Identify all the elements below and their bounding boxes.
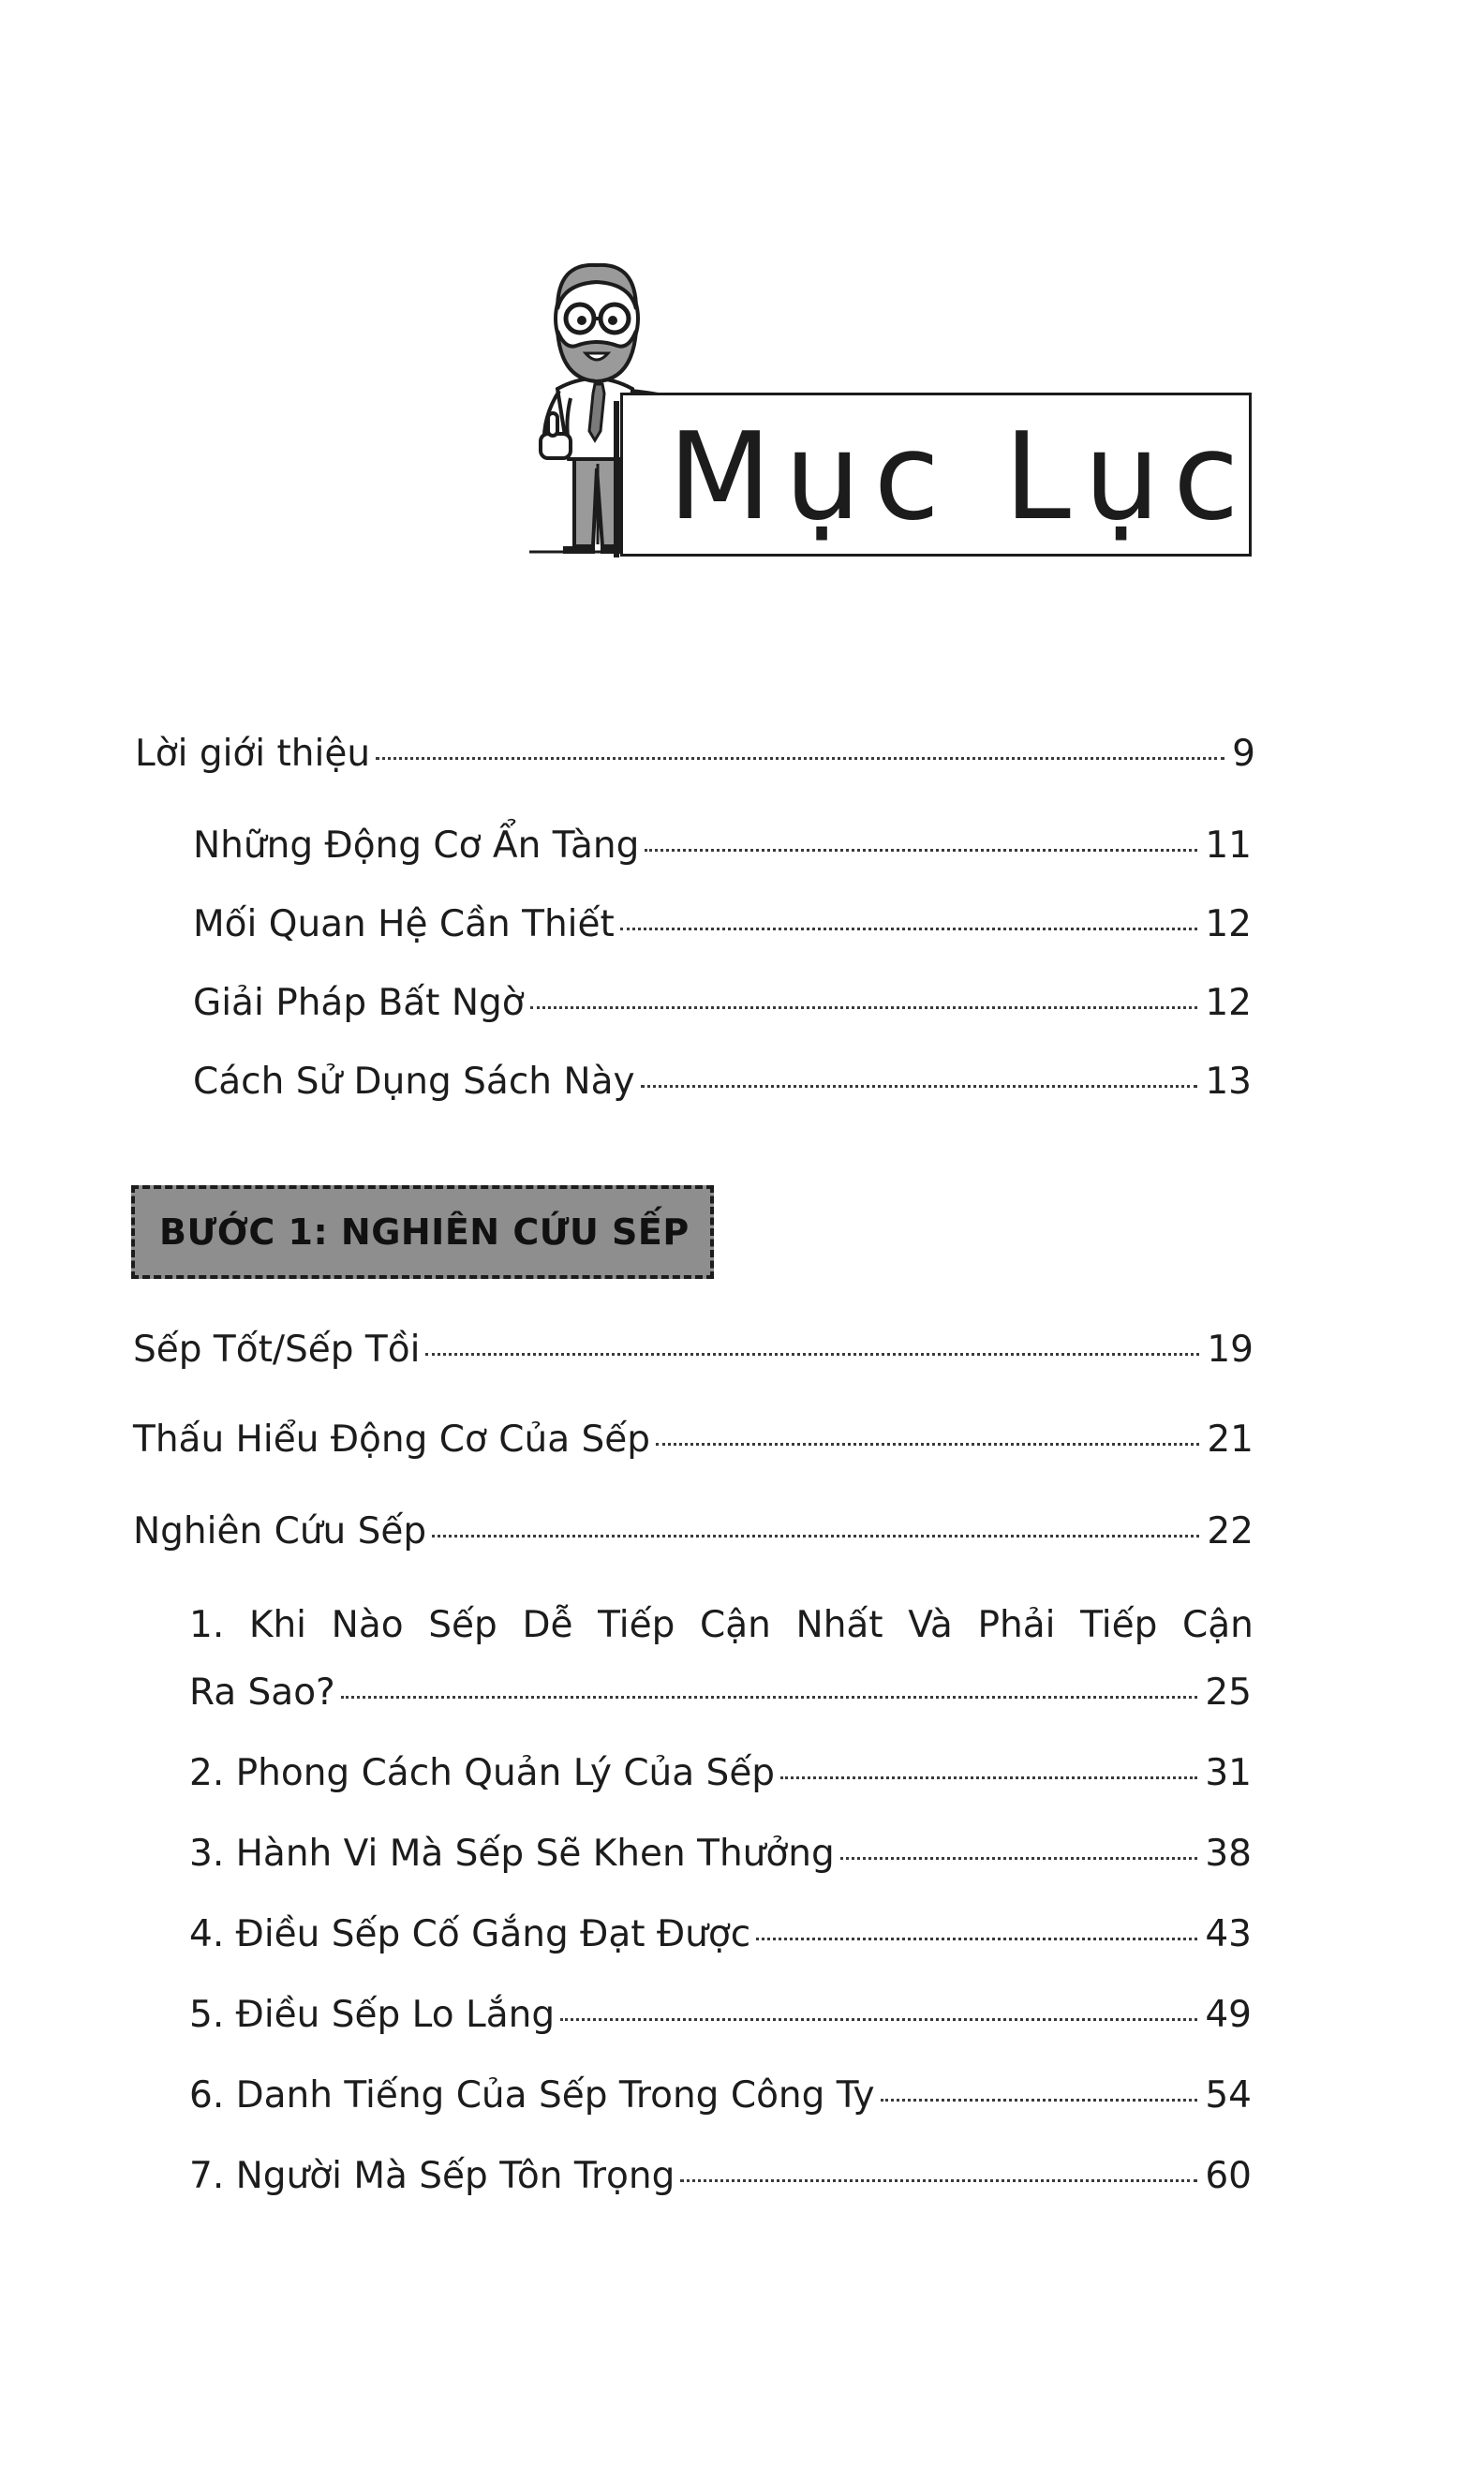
dot-leader: [881, 2099, 1198, 2102]
toc-page-number: 11: [1205, 825, 1252, 867]
dot-leader: [680, 2179, 1197, 2182]
toc-entry-label: Nghiên Cứu Sếp: [133, 1510, 427, 1552]
toc-entry-label: Ra Sao?: [189, 1671, 335, 1714]
toc-entry[interactable]: [133, 1510, 1254, 1554]
section-tag-step-1: [131, 1185, 714, 1279]
section-label: BƯỚC 1: NGHIÊN CỨU SẾP: [159, 1211, 690, 1253]
toc-page-number: 19: [1207, 1329, 1254, 1371]
word: Sếp: [428, 1604, 497, 1646]
dot-leader: [645, 849, 1197, 852]
toc-entry-label: Mối Quan Hệ Cần Thiết: [193, 903, 615, 945]
title-box: [620, 393, 1252, 557]
dot-leader: [376, 757, 1224, 760]
toc-page-number: 60: [1205, 2155, 1252, 2197]
toc-page-number: 43: [1205, 1913, 1252, 1955]
dot-leader: [756, 1938, 1197, 1940]
toc-page-number: 21: [1207, 1419, 1254, 1461]
toc-subentry[interactable]: [193, 903, 1252, 947]
dot-leader: [656, 1443, 1199, 1446]
toc-entry-intro[interactable]: [135, 733, 1255, 777]
toc-subentry[interactable]: [193, 1061, 1252, 1105]
toc-entry-label: Cách Sử Dụng Sách Này: [193, 1061, 635, 1103]
toc-entry-label: Giải Pháp Bất Ngờ: [193, 982, 525, 1024]
word: Tiếp: [1080, 1604, 1158, 1646]
toc-subentry-first-line[interactable]: [189, 1604, 1254, 1648]
toc-entry-label: 5. Điều Sếp Lo Lắng: [189, 1994, 556, 2036]
page-title: Mục Lục: [668, 408, 1253, 547]
toc-entry-label: Những Động Cơ Ẩn Tàng: [193, 825, 640, 867]
word: Phải: [977, 1604, 1056, 1646]
toc-subentry[interactable]: [189, 1913, 1252, 1957]
dot-leader: [432, 1535, 1199, 1538]
toc-page-number: 22: [1207, 1510, 1254, 1552]
toc-entry-label: 6. Danh Tiếng Của Sếp Trong Công Ty: [189, 2074, 875, 2117]
toc-subentry[interactable]: [189, 1752, 1252, 1796]
word: Nào: [331, 1604, 404, 1646]
word: Cận: [1182, 1604, 1254, 1646]
word: 1.: [189, 1604, 225, 1646]
toc-subentry[interactable]: [189, 2155, 1252, 2199]
word: Cận: [700, 1604, 771, 1646]
toc-subentry[interactable]: [189, 1833, 1252, 1877]
dot-leader: [620, 928, 1198, 930]
toc-page-number: 12: [1205, 903, 1252, 945]
toc-entry-label: 3. Hành Vi Mà Sếp Sẽ Khen Thưởng: [189, 1833, 835, 1875]
toc-entry-label: 7. Người Mà Sếp Tôn Trọng: [189, 2155, 675, 2197]
toc-page-number: 12: [1205, 982, 1252, 1024]
toc-entry-label: Thấu Hiểu Động Cơ Của Sếp: [133, 1419, 651, 1461]
toc-page-number: 49: [1205, 1994, 1252, 2036]
toc-entry-label: Sếp Tốt/Sếp Tồi: [133, 1329, 421, 1371]
dot-leader: [530, 1006, 1198, 1009]
dot-leader: [641, 1085, 1198, 1088]
dot-leader: [341, 1696, 1198, 1699]
toc-page-number: 25: [1205, 1671, 1252, 1714]
toc-page-number: 38: [1205, 1833, 1252, 1875]
word: Và: [908, 1604, 953, 1646]
toc-entry[interactable]: [133, 1329, 1254, 1373]
toc-entry-label: 2. Phong Cách Quản Lý Của Sếp: [189, 1752, 776, 1794]
toc-page-number: 9: [1232, 733, 1255, 775]
toc-subentry[interactable]: [189, 2074, 1252, 2118]
toc-entry[interactable]: [133, 1419, 1254, 1463]
toc-subentry[interactable]: [193, 982, 1252, 1026]
toc-page-number: 13: [1205, 1061, 1252, 1103]
toc-entry-label: Lời giới thiệu: [135, 733, 371, 775]
toc-subentry[interactable]: [189, 1994, 1252, 2038]
toc-page-number: 54: [1205, 2074, 1252, 2117]
toc-entry-label: 4. Điều Sếp Cố Gắng Đạt Được: [189, 1913, 751, 1955]
toc-subentry[interactable]: [193, 825, 1252, 869]
word: Tiếp: [598, 1604, 675, 1646]
toc-page-number: 31: [1205, 1752, 1252, 1794]
word: Nhất: [795, 1604, 883, 1646]
dot-leader: [840, 1857, 1198, 1860]
dot-leader: [425, 1353, 1199, 1356]
dot-leader: [780, 1776, 1197, 1779]
toc-subentry-second-line[interactable]: [189, 1671, 1252, 1716]
dot-leader: [560, 2018, 1197, 2021]
word: Dễ: [522, 1604, 573, 1646]
word: Khi: [248, 1604, 307, 1646]
